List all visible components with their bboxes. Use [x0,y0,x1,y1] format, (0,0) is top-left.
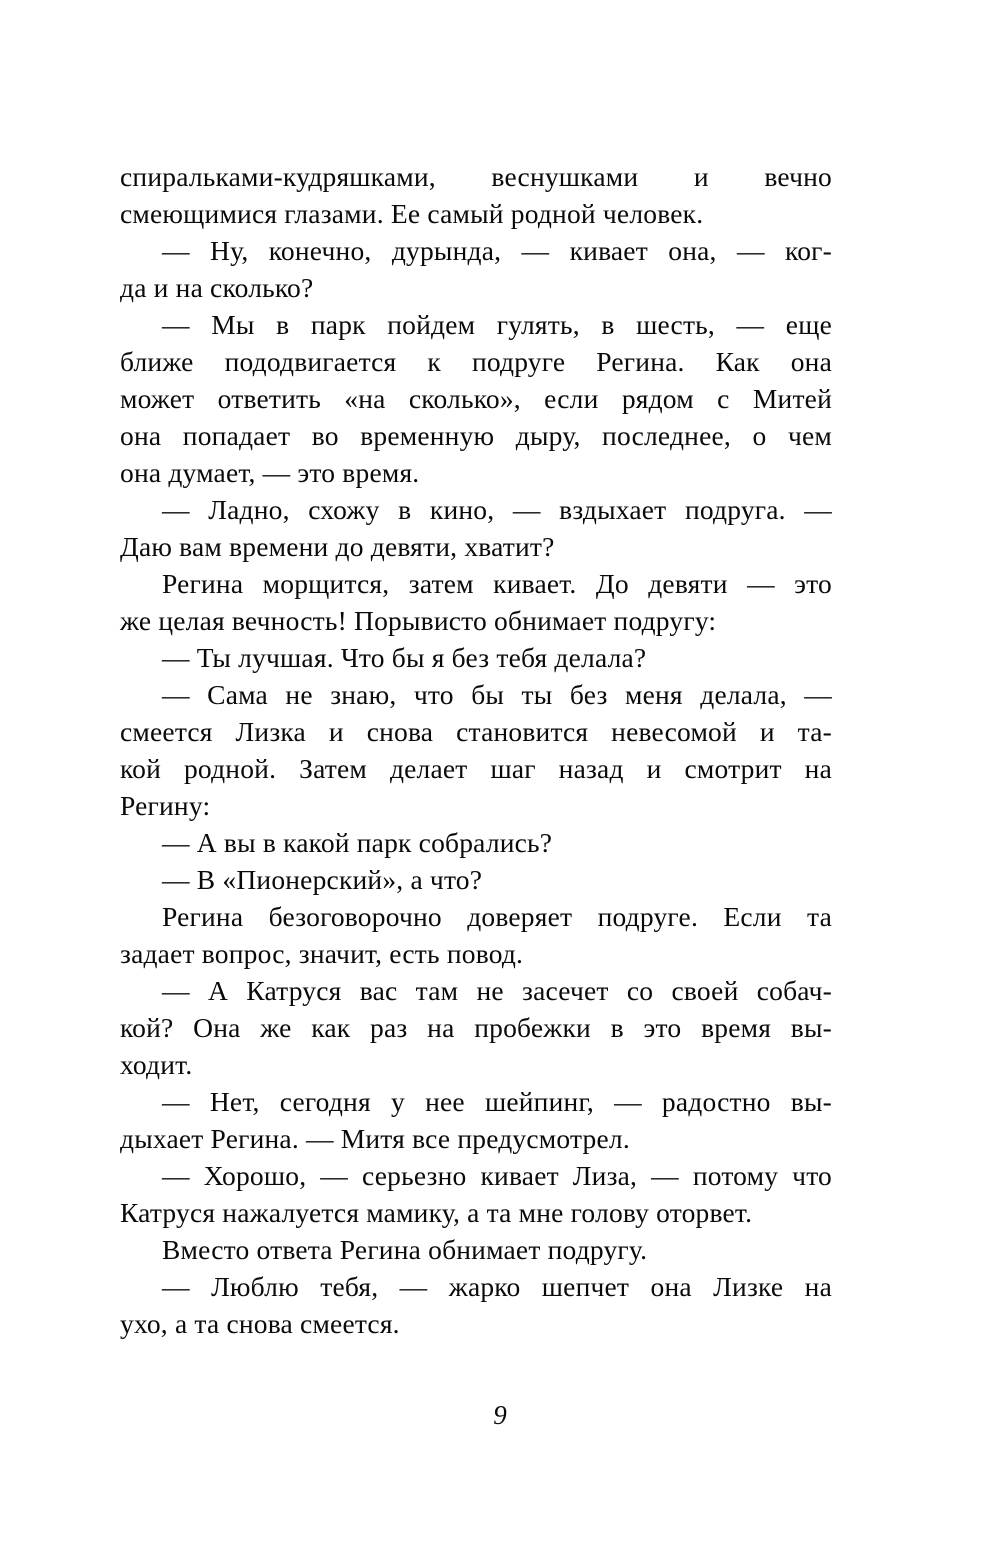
paragraph [120,1083,832,1157]
text-line: ходит. [120,1049,193,1080]
text-line: — А вы в какой парк собрались? [162,827,553,858]
paragraph [120,1231,832,1268]
text-line: же целая вечность! Порывисто обнимает подругу: [120,605,717,636]
text-line: смеющимися глазами. Ее самый родной человек. [120,198,704,229]
text-line: задает вопрос, значит, есть повод. [120,938,524,969]
paragraph [120,676,832,824]
text-line: — Нет, сегодня у нее шейпинг, — радостно вы- [162,1086,832,1117]
text-line: — Сама не знаю, что бы ты без меня делала, — [162,679,832,710]
paragraph [120,824,832,861]
paragraph [120,861,832,898]
text-line: Катруся нажалуется мамику, а та мне голову оторвет. [120,1197,753,1228]
text-line: Вместо ответа Регина обнимает подругу. [162,1234,648,1265]
text-line: Регину: [120,790,211,821]
text-line: Даю вам времени до девяти, хватит? [120,531,555,562]
text-line: она думает, — это время. [120,457,420,488]
text-line: да и на сколько? [120,272,314,303]
text-line: может ответить «на сколько», если рядом с Митей [120,383,832,414]
text-line: смеется Лизка и снова становится невесомой и та- [120,716,832,747]
paragraph [120,1157,832,1231]
text-line: — А Катруся вас там не засечет со своей собач- [162,975,832,1006]
text-line: Регина безоговорочно доверяет подруге. Если та [162,901,832,932]
paragraph [120,158,832,232]
text-line: — Хорошо, — серьезно кивает Лиза, — потому что [162,1160,832,1191]
text-line: — Ты лучшая. Что бы я без тебя делала? [162,642,647,673]
paragraph [120,491,832,565]
paragraph [120,565,832,639]
paragraph [120,306,832,491]
text-line: кой родной. Затем делает шаг назад и смотрит на [120,753,832,784]
text-line: ухо, а та снова смеется. [120,1308,400,1339]
text-line: спиральками-кудряшками, веснушками и вечно [120,161,832,192]
text-line: — Мы в парк пойдем гулять, в шесть, — еще [162,309,832,340]
paragraph [120,1268,832,1342]
paragraph [120,972,832,1083]
text-block [120,158,832,1342]
text-line: ближе пододвигается к подруге Регина. Как она [120,346,832,377]
text-line: она попадает во временную дыру, последнее, о чем [120,420,832,451]
text-line: — Ну, конечно, дурында, — кивает она, — ког- [162,235,832,266]
text-line: — Люблю тебя, — жарко шепчет она Лизке на [162,1271,832,1302]
text-line: дыхает Регина. — Митя все предусмотрел. [120,1123,630,1154]
paragraph [120,232,832,306]
text-line: Регина морщится, затем кивает. До девяти — это [162,568,832,599]
paragraph [120,639,832,676]
text-line: — Ладно, схожу в кино, — вздыхает подруга. — [162,494,832,525]
text-line: кой? Она же как раз на пробежки в это время вы- [120,1012,832,1043]
text-line: — В «Пионерский», а что? [162,864,483,895]
paragraph [120,898,832,972]
page-number: 9 [493,1400,507,1430]
